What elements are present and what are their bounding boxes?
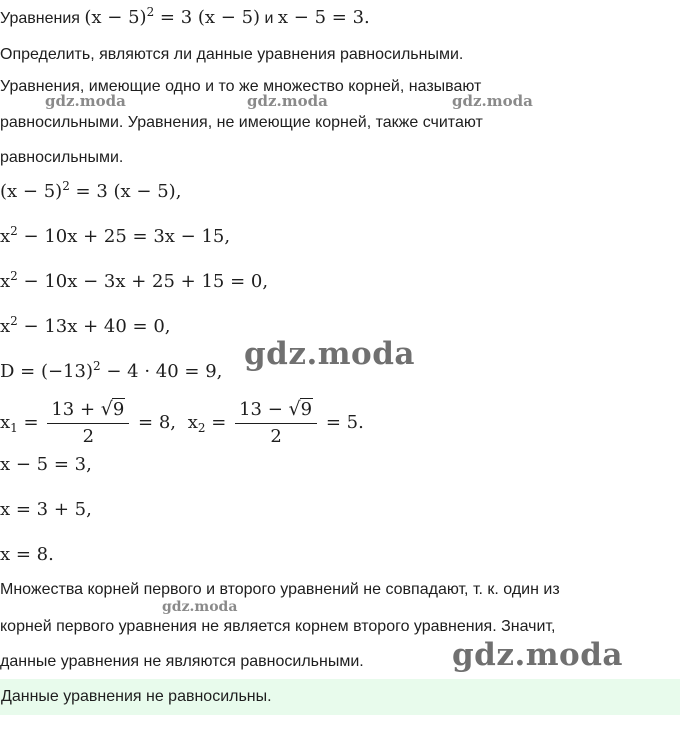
solution-step-8: x = 3 + 5, xyxy=(0,499,92,520)
conclusion-line-2: корней первого уравнения не является корнем второго уравнения. Значит, xyxy=(0,618,556,635)
watermark-logo: gdz.moda xyxy=(162,599,238,615)
step3-var: x xyxy=(0,271,11,292)
root-2-var: x xyxy=(187,412,198,433)
solution-step-4 xyxy=(0,313,171,337)
root-1: $x_1$ = $\frac{13 + √9}{2}$ = 8, xyxy=(0,398,177,447)
root-1-value: = 8, xyxy=(132,412,177,433)
solution-step-9: x = 8. xyxy=(0,544,54,565)
root-1-num-left: 13 + xyxy=(51,399,101,420)
root-2-numerator xyxy=(235,398,317,424)
header-eq1-rhs: = 3 (x − 5) xyxy=(154,7,261,28)
root-2-fraction xyxy=(235,398,317,448)
definition-line-2: равносильными. Уравнения, не имеющие корней, также считают xyxy=(0,114,483,131)
step2-exponent: 2 xyxy=(10,223,18,238)
root-2-index: 2 xyxy=(197,420,206,435)
solution-step-discriminant xyxy=(0,358,223,382)
task-text: Определить, являются ли данные уравнения равносильными. xyxy=(0,46,464,63)
step4-exponent: 2 xyxy=(10,313,18,328)
header-prefix: Уравнения xyxy=(0,10,80,27)
root-1-denominator: 2 xyxy=(82,426,95,447)
root-2-value: = 5. xyxy=(320,412,364,433)
root-2-num-left: 13 − xyxy=(239,399,289,420)
step1-rhs: = 3 (x − 5), xyxy=(69,181,182,202)
discriminant-rest: − 4 · 40 = 9, xyxy=(100,361,223,382)
definition-line-1: Уравнения, имеющие одно и то же множество корней, называют xyxy=(0,78,482,95)
conclusion-line-3: данные уравнения не являются равносильными. xyxy=(0,653,364,670)
discriminant-lhs: D = (−13) xyxy=(0,361,93,382)
conclusion-line-1: Множества корней первого и второго уравнений не совпадают, т. к. один из xyxy=(0,581,560,598)
header-equation-2: x − 5 = 3. xyxy=(277,7,370,28)
root-1-var: x xyxy=(0,412,11,433)
header-equation-1 xyxy=(84,4,261,28)
solution-step-7: x − 5 = 3, xyxy=(0,454,92,475)
sqrt-icon: √9 xyxy=(288,398,313,420)
watermark-logo: gdz.moda xyxy=(244,336,415,372)
solution-roots xyxy=(0,398,364,448)
step2-var: x xyxy=(0,226,11,247)
watermark-logo: gdz.moda xyxy=(452,637,623,673)
root-1-radicand: 9 xyxy=(112,399,125,420)
root-2: $x_2$ = $\frac{13 - √9}{2}$ = 5. xyxy=(187,398,364,447)
watermark-logo: gdz.moda xyxy=(452,92,533,110)
watermark-logo: gdz.moda xyxy=(45,92,126,110)
watermark-logo: gdz.moda xyxy=(247,92,328,110)
step3-rest: − 10x − 3x + 25 + 15 = 0, xyxy=(17,271,269,292)
definition-line-3: равносильными. xyxy=(0,149,124,166)
header-eq1-exponent: 2 xyxy=(146,4,155,19)
step2-rest: − 10x + 25 = 3x − 15, xyxy=(17,226,231,247)
step4-rest: − 13x + 40 = 0, xyxy=(17,316,171,337)
solution-step-2 xyxy=(0,223,231,247)
root-2-radicand: 9 xyxy=(300,399,313,420)
root-1-numerator xyxy=(47,398,129,424)
step1-exponent: 2 xyxy=(62,178,70,193)
root-1-index: 1 xyxy=(10,420,18,435)
root-1-fraction xyxy=(47,398,129,448)
answer-box xyxy=(0,679,680,715)
solution-step-1 xyxy=(0,178,182,202)
step4-var: x xyxy=(0,316,11,337)
problem-header xyxy=(0,4,370,29)
root-2-denominator: 2 xyxy=(270,426,282,447)
answer-text: Данные уравнения не равносильны. xyxy=(1,688,272,705)
header-joiner: и xyxy=(264,10,274,27)
header-eq1-base: (x − 5) xyxy=(84,7,147,28)
step1-lhs: (x − 5) xyxy=(0,181,63,202)
step3-exponent: 2 xyxy=(10,268,18,283)
solution-step-3 xyxy=(0,268,269,292)
discriminant-exponent: 2 xyxy=(93,358,101,373)
sqrt-icon: √9 xyxy=(100,398,125,420)
